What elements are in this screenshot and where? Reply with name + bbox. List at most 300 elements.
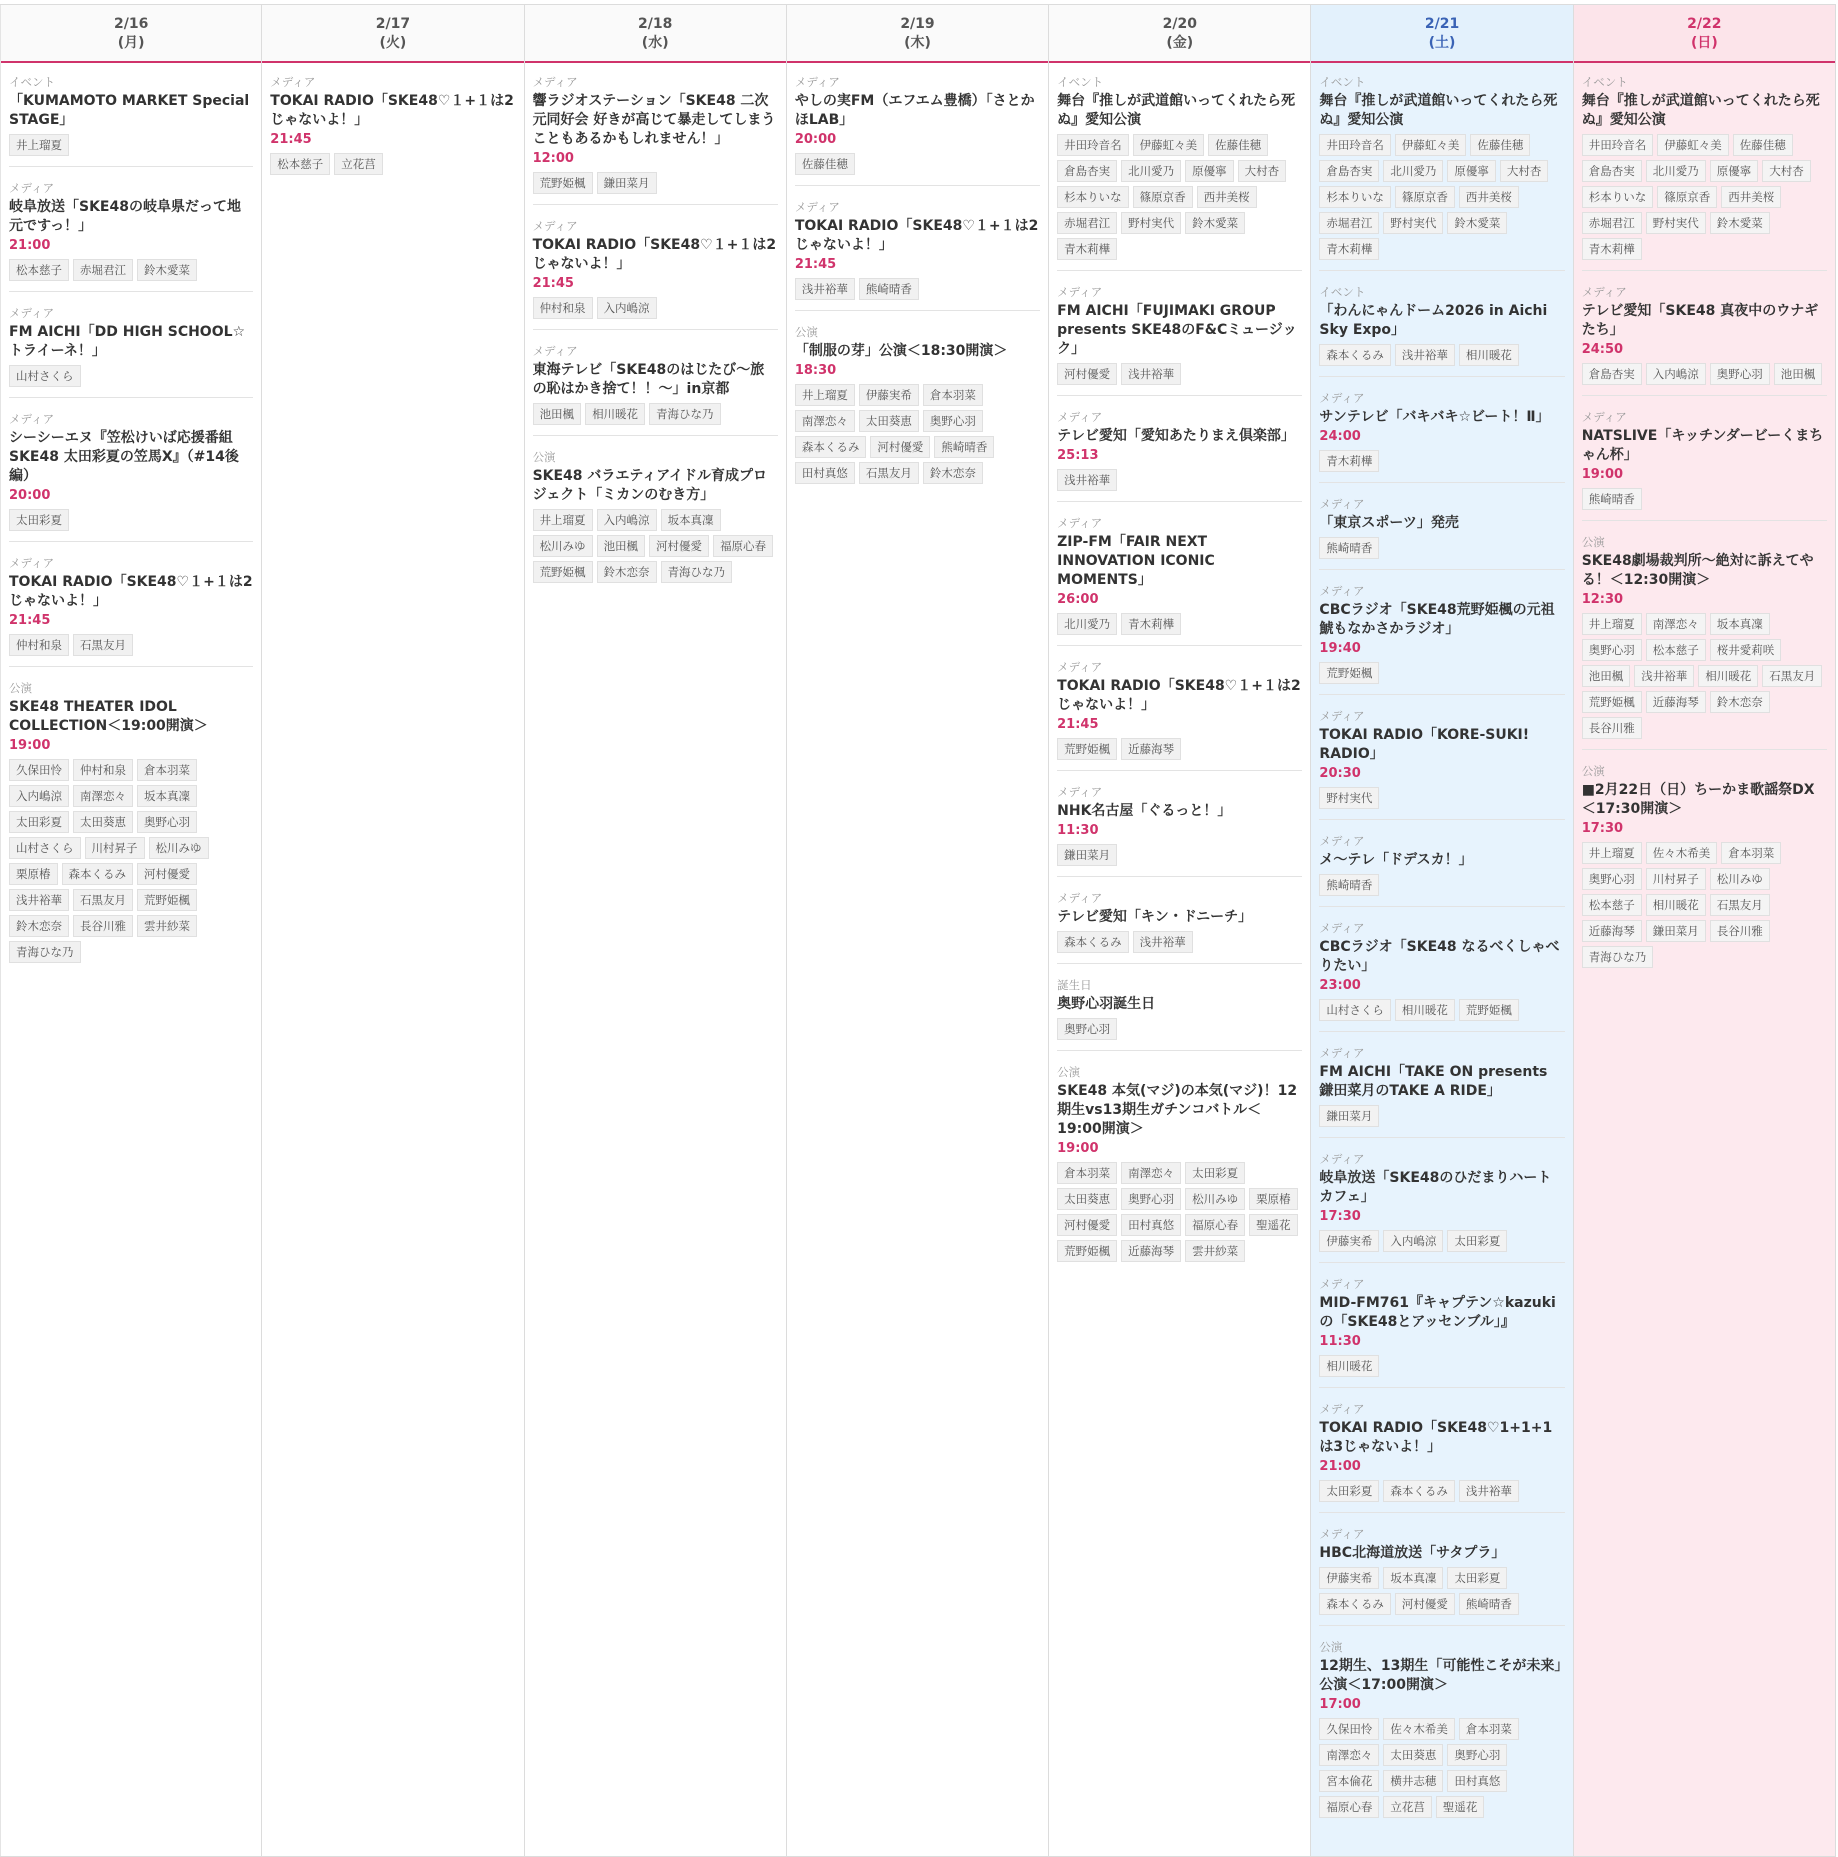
event-item[interactable]	[1057, 781, 1302, 877]
member-chip[interactable]: 倉島杏実	[1319, 160, 1379, 182]
event-title-link[interactable]: 響ラジオステーション「SKE48 二次元同好会 好きが高じて暴走してしまうこともあるかもしれません！」	[532, 93, 776, 147]
member-chip[interactable]: 太田彩夏	[1447, 1230, 1507, 1252]
member-chip[interactable]: 倉本羽菜	[1459, 1718, 1519, 1740]
member-chip[interactable]: 熊崎晴香	[1319, 537, 1379, 559]
member-chip[interactable]: 大村杏	[1762, 160, 1811, 182]
event-title-link[interactable]: 「KUMAMOTO MARKET Special STAGE」	[9, 93, 250, 128]
event-title-link[interactable]: SKE48劇場裁判所～絶対に訴えてやる！＜12:30開演＞	[1581, 553, 1814, 588]
member-chip[interactable]: 鈴木恋奈	[9, 915, 69, 937]
event-item[interactable]	[533, 340, 778, 436]
event-title-link[interactable]: メ～テレ「ドデスカ！」	[1319, 852, 1473, 868]
member-chip[interactable]: 奥野心羽	[1710, 363, 1770, 385]
member-chip[interactable]: 北川愛乃	[1646, 160, 1706, 182]
event-title-link[interactable]: ZIP-FM「FAIR NEXT INNOVATION ICONIC MOMENTS」	[1057, 534, 1215, 588]
member-chip[interactable]: 入内嶋涼	[1646, 363, 1706, 385]
event-title-link[interactable]: 「わんにゃんドーム2026 in Aichi Sky Expo」	[1319, 303, 1548, 338]
member-chip[interactable]: 河村優愛	[1395, 1593, 1455, 1615]
event-item[interactable]	[9, 677, 253, 973]
event-item[interactable]	[1582, 406, 1827, 521]
event-item[interactable]	[9, 408, 253, 542]
event-title-link[interactable]: テレビ愛知「愛知あたりまえ倶楽部」	[1057, 428, 1295, 444]
event-item[interactable]	[1319, 1042, 1564, 1138]
event-item[interactable]	[9, 552, 253, 667]
member-chip[interactable]: 仲村和泉	[9, 634, 69, 656]
member-chip[interactable]: 赤堀君江	[1319, 212, 1379, 234]
member-chip[interactable]: 川村昇子	[85, 837, 145, 859]
member-chip[interactable]: 鈴木愛菜	[1185, 212, 1245, 234]
member-chip[interactable]: 井上瑠夏	[1582, 613, 1642, 635]
event-item[interactable]	[9, 177, 253, 292]
member-chip[interactable]: 長谷川雅	[1582, 717, 1642, 739]
member-chip[interactable]: 立花莒	[1383, 1796, 1432, 1818]
member-chip[interactable]: 奥野心羽	[1582, 639, 1642, 661]
member-chip[interactable]: 石黒友月	[859, 462, 919, 484]
member-chip[interactable]: 鈴木恋奈	[1710, 691, 1770, 713]
member-chip[interactable]: 池田楓	[1774, 363, 1823, 385]
member-chip[interactable]: 福原心春	[1319, 1796, 1379, 1818]
member-chip[interactable]: 伊藤虹々美	[1133, 134, 1205, 156]
member-chip[interactable]: 福原心春	[1185, 1214, 1245, 1236]
member-chip[interactable]: 松川みゆ	[1185, 1188, 1245, 1210]
member-chip[interactable]: 近藤海琴	[1121, 738, 1181, 760]
event-item[interactable]	[1057, 974, 1302, 1051]
member-chip[interactable]: 坂本真凜	[1383, 1567, 1443, 1589]
member-chip[interactable]: 相川暖花	[1459, 344, 1519, 366]
member-chip[interactable]: 伊藤虹々美	[1395, 134, 1467, 156]
member-chip[interactable]: 相川暖花	[1319, 1355, 1379, 1377]
member-chip[interactable]: 入内嶋涼	[597, 509, 657, 531]
member-chip[interactable]: 坂本真凜	[137, 785, 197, 807]
member-chip[interactable]: 荒野姫楓	[1057, 1240, 1117, 1262]
member-chip[interactable]: 福原心春	[713, 535, 773, 557]
member-list	[1319, 537, 1564, 559]
event-item[interactable]	[9, 302, 253, 398]
event-item[interactable]	[270, 71, 515, 185]
member-chip[interactable]: 鎌田菜月	[1057, 844, 1117, 866]
event-title-link[interactable]: FM AICHI「FUJIMAKI GROUP presents SKE48のF&Cミュージック」	[1057, 303, 1297, 357]
member-chip[interactable]: 荒野姫楓	[1319, 662, 1379, 684]
event-title-link[interactable]: 岐阜放送「SKE48のひだまりハートカフェ」	[1319, 1170, 1552, 1205]
event-item[interactable]	[1319, 1398, 1564, 1513]
event-item[interactable]	[1582, 760, 1827, 978]
member-chip[interactable]: 北川愛乃	[1057, 613, 1117, 635]
event-title-link[interactable]: テレビ愛知「キン・ドニーチ」	[1057, 909, 1253, 925]
event-title-link[interactable]: 舞台『推しが武道館いってくれたら死ぬ』愛知公演	[1319, 93, 1558, 128]
member-chip[interactable]: 熊崎晴香	[859, 278, 919, 300]
member-chip[interactable]: 山村さくら	[1319, 999, 1391, 1021]
member-list	[533, 297, 778, 319]
event-title-link[interactable]: TOKAI RADIO「KORE-SUKI! RADIO」	[1319, 727, 1530, 762]
member-chip[interactable]: 野村実代	[1383, 212, 1443, 234]
event-title-link[interactable]: テレビ愛知「SKE48 真夜中のウナギたち」	[1581, 303, 1819, 338]
event-title-link[interactable]: CBCラジオ「SKE48 なるべくしゃべりたい」	[1319, 939, 1560, 974]
member-chip[interactable]: 北川愛乃	[1121, 160, 1181, 182]
member-chip[interactable]: 熊崎晴香	[1582, 488, 1642, 510]
event-item[interactable]	[1057, 71, 1302, 271]
member-chip[interactable]: 熊崎晴香	[1459, 1593, 1519, 1615]
member-chip[interactable]: 青海ひな乃	[1582, 946, 1654, 968]
member-chip[interactable]: 青木莉樺	[1319, 238, 1379, 260]
member-chip[interactable]: 田村真悠	[1121, 1214, 1181, 1236]
member-chip[interactable]: 奥野心羽	[137, 811, 197, 833]
member-chip[interactable]: 赤堀君江	[1057, 212, 1117, 234]
member-chip[interactable]: 佐々木希美	[1383, 1718, 1455, 1740]
member-chip[interactable]: 鎌田菜月	[597, 172, 657, 194]
member-chip[interactable]: 桜井愛莉咲	[1710, 639, 1782, 661]
event-item[interactable]	[795, 71, 1040, 186]
member-chip[interactable]: 佐々木希美	[1646, 842, 1718, 864]
day-column	[525, 5, 787, 1856]
member-chip[interactable]: 青海ひな乃	[9, 941, 81, 963]
member-chip[interactable]: 杉本りいな	[1582, 186, 1654, 208]
member-chip[interactable]: 森本くるみ	[795, 436, 867, 458]
member-chip[interactable]: 森本くるみ	[62, 863, 134, 885]
event-title-link[interactable]: NHK名古屋「ぐるっと！」	[1057, 803, 1232, 819]
event-item[interactable]	[1319, 1636, 1564, 1828]
member-chip[interactable]: 太田葵恵	[1383, 1744, 1443, 1766]
day-header	[1, 5, 261, 63]
event-item[interactable]	[1057, 1061, 1302, 1272]
event-title-link[interactable]: 舞台『推しが武道館いってくれたら死ぬ』愛知公演	[1057, 93, 1296, 128]
member-chip[interactable]: 荒野姫楓	[137, 889, 197, 911]
member-chip[interactable]: 相川暖花	[585, 403, 645, 425]
member-chip[interactable]: 鈴木愛菜	[137, 259, 197, 281]
member-chip[interactable]: 奥野心羽	[923, 410, 983, 432]
member-chip[interactable]: 伊藤実希	[1319, 1567, 1379, 1589]
member-chip[interactable]: 佐藤佳穂	[795, 153, 855, 175]
event-title-link[interactable]: サンテレビ「バキバキ☆ビート！Ⅱ」	[1319, 409, 1550, 425]
member-chip[interactable]: 伊藤虹々美	[1657, 134, 1729, 156]
member-chip[interactable]: 鈴木愛菜	[1447, 212, 1507, 234]
member-chip[interactable]: 松川みゆ	[1710, 868, 1770, 890]
event-item[interactable]	[795, 321, 1040, 494]
event-item[interactable]	[1057, 512, 1302, 646]
member-chip[interactable]: 井上瑠夏	[1582, 842, 1642, 864]
member-chip[interactable]: 南澤恋々	[1319, 1744, 1379, 1766]
member-chip[interactable]: 松本慈子	[9, 259, 69, 281]
member-chip[interactable]: 松本慈子	[1582, 894, 1642, 916]
event-item[interactable]	[1057, 406, 1302, 502]
event-item[interactable]	[1319, 1148, 1564, 1263]
member-chip[interactable]: 近藤海琴	[1646, 691, 1706, 713]
event-item[interactable]	[1319, 1273, 1564, 1388]
member-chip[interactable]: 西井美桜	[1459, 186, 1519, 208]
event-title-link[interactable]: TOKAI RADIO「SKE48♡１+１は2じゃないよ！」	[270, 93, 514, 128]
event-title-link[interactable]: TOKAI RADIO「SKE48♡１+１は2じゃないよ！」	[794, 218, 1039, 253]
member-chip[interactable]: 井上瑠夏	[795, 384, 855, 406]
member-chip[interactable]: 赤堀君江	[73, 259, 133, 281]
event-title-link[interactable]: 舞台『推しが武道館いってくれたら死ぬ』愛知公演	[1581, 93, 1820, 128]
member-chip[interactable]: 井上瑠夏	[9, 134, 69, 156]
member-chip[interactable]: 久保田怜	[1319, 1718, 1379, 1740]
member-chip[interactable]: 栗原椿	[1249, 1188, 1298, 1210]
member-chip[interactable]: 横井志穂	[1383, 1770, 1443, 1792]
event-title-link[interactable]: TOKAI RADIO「SKE48♡１+１は2じゃないよ！」	[9, 574, 253, 609]
event-title-link[interactable]: HBC北海道放送「サタプラ」	[1319, 1545, 1506, 1561]
event-item[interactable]	[533, 215, 778, 330]
member-chip[interactable]: 伊藤実希	[1319, 1230, 1379, 1252]
event-title-link[interactable]: SKE48 バラエティアイドル育成プロジェクト「ミカンのむき方」	[532, 468, 768, 503]
event-title-link[interactable]: 12期生、13期生「可能性こそが未来」公演＜17:00開演＞	[1319, 1658, 1562, 1693]
member-chip[interactable]: 河村優愛	[870, 436, 930, 458]
member-chip[interactable]: 浅井裕華	[1121, 363, 1181, 385]
member-chip[interactable]: 篠原京香	[1133, 186, 1193, 208]
member-chip[interactable]: 井田玲音名	[1057, 134, 1129, 156]
member-chip[interactable]: 倉本羽菜	[137, 759, 197, 781]
event-item[interactable]	[1319, 580, 1564, 695]
event-title-link[interactable]: 「制服の芽」公演＜18:30開演＞	[794, 343, 1008, 359]
member-chip[interactable]: 篠原京香	[1657, 186, 1717, 208]
member-chip[interactable]: 伊藤実希	[859, 384, 919, 406]
member-chip[interactable]: 大村杏	[1500, 160, 1549, 182]
member-chip[interactable]: 聖遥花	[1249, 1214, 1298, 1236]
member-chip[interactable]: 太田葵恵	[859, 410, 919, 432]
member-chip[interactable]: 奥野心羽	[1447, 1744, 1507, 1766]
event-title-link[interactable]: シーシーエヌ『笠松けいば応援番組SKE48 太田彩夏の笠馬X』（#14後編）	[9, 430, 239, 484]
member-chip[interactable]: 青木莉樺	[1582, 238, 1642, 260]
member-chip[interactable]: 川村昇子	[1646, 868, 1706, 890]
member-chip[interactable]: 石黒友月	[73, 889, 133, 911]
event-category: メディア	[1057, 285, 1103, 299]
member-chip[interactable]: 山村さくら	[9, 365, 81, 387]
event-item[interactable]	[1319, 705, 1564, 820]
member-chip[interactable]: 浅井裕華	[1057, 469, 1117, 491]
event-item[interactable]	[1319, 71, 1564, 271]
member-chip[interactable]: 石黒友月	[1762, 665, 1822, 687]
event-category: メディア	[1319, 1152, 1365, 1166]
member-chip[interactable]: 浅井裕華	[1395, 344, 1455, 366]
member-chip[interactable]: 鈴木恋奈	[923, 462, 983, 484]
event-item[interactable]	[1057, 887, 1302, 964]
event-item[interactable]	[1582, 281, 1827, 396]
event-title-link[interactable]: CBCラジオ「SKE48荒野姫楓の元祖鯱もなかさかラジオ」	[1319, 602, 1555, 637]
member-chip[interactable]: 松川みゆ	[149, 837, 209, 859]
member-chip[interactable]: 坂本真凜	[661, 509, 721, 531]
event-category: メディア	[1319, 709, 1365, 723]
member-chip[interactable]: 原優寧	[1447, 160, 1496, 182]
member-list	[1582, 134, 1827, 260]
member-chip[interactable]: 入内嶋涼	[597, 297, 657, 319]
member-chip[interactable]: 南澤恋々	[1646, 613, 1706, 635]
member-chip[interactable]: 鈴木愛菜	[1710, 212, 1770, 234]
member-chip[interactable]: 太田彩夏	[9, 509, 69, 531]
member-chip[interactable]: 仲村和泉	[73, 759, 133, 781]
event-item[interactable]	[795, 196, 1040, 311]
member-chip[interactable]: 井田玲音名	[1582, 134, 1654, 156]
member-chip[interactable]: 原優寧	[1185, 160, 1234, 182]
member-chip[interactable]: 倉島杏実	[1582, 363, 1642, 385]
member-chip[interactable]: 石黒友月	[73, 634, 133, 656]
member-chip[interactable]: 熊崎晴香	[1319, 874, 1379, 896]
event-title-link[interactable]: 岐阜放送「SKE48の岐阜県だって地元ですっ！」	[9, 199, 241, 234]
member-chip[interactable]: 河村優愛	[1057, 363, 1117, 385]
member-chip[interactable]: 奥野心羽	[1582, 868, 1642, 890]
member-chip[interactable]: 長谷川雅	[1710, 920, 1770, 942]
member-chip[interactable]: 井田玲音名	[1319, 134, 1391, 156]
member-chip[interactable]: 池田楓	[597, 535, 646, 557]
member-chip[interactable]: 松本慈子	[270, 153, 330, 175]
member-chip[interactable]: 南澤恋々	[1121, 1162, 1181, 1184]
member-chip[interactable]: 南澤恋々	[795, 410, 855, 432]
member-chip[interactable]: 荒野姫楓	[1459, 999, 1519, 1021]
event-item[interactable]	[1582, 531, 1827, 750]
member-chip[interactable]: 太田葵恵	[1057, 1188, 1117, 1210]
member-chip[interactable]: 浅井裕華	[9, 889, 69, 911]
member-chip[interactable]: 雲井紗菜	[1185, 1240, 1245, 1262]
member-chip[interactable]: 太田彩夏	[1185, 1162, 1245, 1184]
member-chip[interactable]: 倉本羽菜	[1057, 1162, 1117, 1184]
event-title-link[interactable]: MID-FM761『キャプテン☆kazukiの「SKE48とアッセンブル」』	[1319, 1295, 1556, 1330]
member-chip[interactable]: 森本くるみ	[1319, 1593, 1391, 1615]
member-chip[interactable]: 佐藤佳穂	[1733, 134, 1793, 156]
member-chip[interactable]: 太田彩夏	[9, 811, 69, 833]
member-list	[1582, 488, 1827, 510]
member-chip[interactable]: 奥野心羽	[1121, 1188, 1181, 1210]
member-chip[interactable]: 鎌田菜月	[1319, 1105, 1379, 1127]
member-chip[interactable]: 熊崎晴香	[934, 436, 994, 458]
member-chip[interactable]: 宮本倫花	[1319, 1770, 1379, 1792]
member-chip[interactable]: 倉島杏実	[1057, 160, 1117, 182]
event-category: メディア	[9, 412, 55, 426]
member-chip[interactable]: 青海ひな乃	[649, 403, 721, 425]
member-chip[interactable]: 鈴木恋奈	[597, 561, 657, 583]
member-chip[interactable]: 入内嶋涼	[1383, 1230, 1443, 1252]
member-chip[interactable]: 青木莉樺	[1121, 613, 1181, 635]
member-chip[interactable]: 聖遥花	[1436, 1796, 1485, 1818]
member-chip[interactable]: 原優寧	[1710, 160, 1759, 182]
event-title-link[interactable]: NATSLIVE「キッチンダービーくまちゃん杯」	[1581, 428, 1824, 463]
member-chip[interactable]: 浅井裕華	[795, 278, 855, 300]
member-chip[interactable]: 鎌田菜月	[1646, 920, 1706, 942]
member-chip[interactable]: 野村実代	[1121, 212, 1181, 234]
member-chip[interactable]: 栗原椿	[9, 863, 58, 885]
member-chip[interactable]: 石黒友月	[1710, 894, 1770, 916]
event-title-link[interactable]: TOKAI RADIO「SKE48♡１+１は2じゃないよ！」	[1057, 678, 1301, 713]
member-chip[interactable]: 浅井裕華	[1133, 931, 1193, 953]
member-chip[interactable]: 赤堀君江	[1582, 212, 1642, 234]
member-chip[interactable]: 倉本羽菜	[1721, 842, 1781, 864]
member-chip[interactable]: 山村さくら	[9, 837, 81, 859]
event-item[interactable]	[9, 71, 253, 167]
member-chip[interactable]: 田村真悠	[795, 462, 855, 484]
member-chip[interactable]: 太田葵恵	[73, 811, 133, 833]
member-chip[interactable]: 長谷川雅	[73, 915, 133, 937]
event-item[interactable]	[1319, 493, 1564, 570]
member-chip[interactable]: 河村優愛	[137, 863, 197, 885]
event-item[interactable]	[1319, 830, 1564, 907]
member-chip[interactable]: 坂本真凜	[1710, 613, 1770, 635]
member-chip[interactable]: 青木莉樺	[1319, 450, 1379, 472]
member-chip[interactable]: 近藤海琴	[1121, 1240, 1181, 1262]
event-time: 19:00	[1581, 467, 1624, 482]
member-chip[interactable]: 西井美桜	[1197, 186, 1257, 208]
event-title-link[interactable]: ■2月22日（日）ちーかま歌謡祭DX＜17:30開演＞	[1581, 782, 1815, 817]
member-chip[interactable]: 立花莒	[334, 153, 383, 175]
member-chip[interactable]: 松川みゆ	[533, 535, 593, 557]
member-chip[interactable]: 池田楓	[533, 403, 582, 425]
event-title-link[interactable]: FM AICHI「DD HIGH SCHOOL☆トライーネ！」	[9, 324, 246, 359]
member-chip[interactable]: 浅井裕華	[1459, 1480, 1519, 1502]
event-title-link[interactable]: やしの実FM（エフエム豊橋）「さとかほLAB」	[794, 93, 1035, 128]
member-chip[interactable]: 杉本りいな	[1319, 186, 1391, 208]
event-title-link[interactable]: TOKAI RADIO「SKE48♡1+1+1は3じゃないよ！」	[1319, 1420, 1553, 1455]
event-item[interactable]	[1057, 281, 1302, 396]
event-title-link[interactable]: SKE48 本気(マジ)の本気(マジ)！12期生vs13期生ガチンコバトル＜19:00開演＞	[1057, 1083, 1298, 1137]
member-chip[interactable]: 相川暖花	[1395, 999, 1455, 1021]
member-chip[interactable]: 青木莉樺	[1057, 238, 1117, 260]
member-chip[interactable]: 相川暖花	[1698, 665, 1758, 687]
member-chip[interactable]: 井上瑠夏	[533, 509, 593, 531]
member-chip[interactable]: 河村優愛	[649, 535, 709, 557]
member-chip[interactable]: 佐藤佳穂	[1208, 134, 1268, 156]
member-chip[interactable]: 篠原京香	[1395, 186, 1455, 208]
event-title-link[interactable]: 奥野心羽誕生日	[1057, 996, 1156, 1012]
member-chip[interactable]: 近藤海琴	[1582, 920, 1642, 942]
member-chip[interactable]: 荒野姫楓	[533, 561, 593, 583]
event-item[interactable]	[1582, 71, 1827, 271]
member-chip[interactable]: 大村杏	[1238, 160, 1287, 182]
member-chip[interactable]: 相川暖花	[1646, 894, 1706, 916]
member-chip[interactable]: 荒野姫楓	[1582, 691, 1642, 713]
weekly-schedule-calendar	[0, 4, 1836, 1857]
member-chip[interactable]: 倉島杏実	[1582, 160, 1642, 182]
event-category: メディア	[1319, 1527, 1365, 1541]
member-chip[interactable]: 仲村和泉	[533, 297, 593, 319]
event-title-link[interactable]: TOKAI RADIO「SKE48♡１+１は2じゃないよ！」	[532, 237, 777, 272]
event-item[interactable]	[1319, 1523, 1564, 1626]
member-chip[interactable]: 西井美桜	[1721, 186, 1781, 208]
member-chip[interactable]: 野村実代	[1646, 212, 1706, 234]
member-chip[interactable]: 河村優愛	[1057, 1214, 1117, 1236]
member-chip[interactable]: 杉本りいな	[1057, 186, 1129, 208]
event-item[interactable]	[533, 446, 778, 593]
member-chip[interactable]: 佐藤佳穂	[1470, 134, 1530, 156]
event-title-link[interactable]: FM AICHI「TAKE ON presents 鎌田菜月のTAKE A RIDE」	[1319, 1064, 1548, 1099]
member-chip[interactable]: 青海ひな乃	[661, 561, 733, 583]
event-item[interactable]	[1319, 281, 1564, 377]
event-title-link[interactable]: 「東京スポーツ」発売	[1319, 515, 1459, 531]
member-chip[interactable]: 森本くるみ	[1057, 931, 1129, 953]
event-item[interactable]	[1057, 656, 1302, 771]
member-chip[interactable]: 田村真悠	[1447, 1770, 1507, 1792]
member-chip[interactable]: 入内嶋涼	[9, 785, 69, 807]
member-chip[interactable]: 森本くるみ	[1319, 344, 1391, 366]
member-chip[interactable]: 池田楓	[1582, 665, 1631, 687]
member-chip[interactable]: 奥野心羽	[1057, 1018, 1117, 1040]
member-chip[interactable]: 久保田怜	[9, 759, 69, 781]
member-chip[interactable]: 荒野姫楓	[533, 172, 593, 194]
event-category: メディア	[1057, 785, 1103, 799]
event-item[interactable]	[1319, 917, 1564, 1032]
event-time: 21:45	[1057, 717, 1099, 732]
member-chip[interactable]: 南澤恋々	[73, 785, 133, 807]
member-chip[interactable]: 倉本羽菜	[923, 384, 983, 406]
member-chip[interactable]: 太田彩夏	[1319, 1480, 1379, 1502]
event-item[interactable]	[1319, 387, 1564, 483]
event-item[interactable]	[533, 71, 778, 205]
member-chip[interactable]: 森本くるみ	[1383, 1480, 1455, 1502]
event-title-link[interactable]: 東海テレビ「SKE48のはじたび～旅の恥はかき捨て！！～」in京都	[532, 362, 765, 397]
member-chip[interactable]: 浅井裕華	[1634, 665, 1694, 687]
member-chip[interactable]: 松本慈子	[1646, 639, 1706, 661]
member-chip[interactable]: 太田彩夏	[1447, 1567, 1507, 1589]
event-title-link[interactable]: SKE48 THEATER IDOL COLLECTION＜19:00開演＞	[9, 699, 208, 734]
member-chip[interactable]: 野村実代	[1319, 787, 1379, 809]
member-chip[interactable]: 雲井紗菜	[137, 915, 197, 937]
event-list	[787, 63, 1048, 494]
member-chip[interactable]: 北川愛乃	[1383, 160, 1443, 182]
member-chip[interactable]: 荒野姫楓	[1057, 738, 1117, 760]
